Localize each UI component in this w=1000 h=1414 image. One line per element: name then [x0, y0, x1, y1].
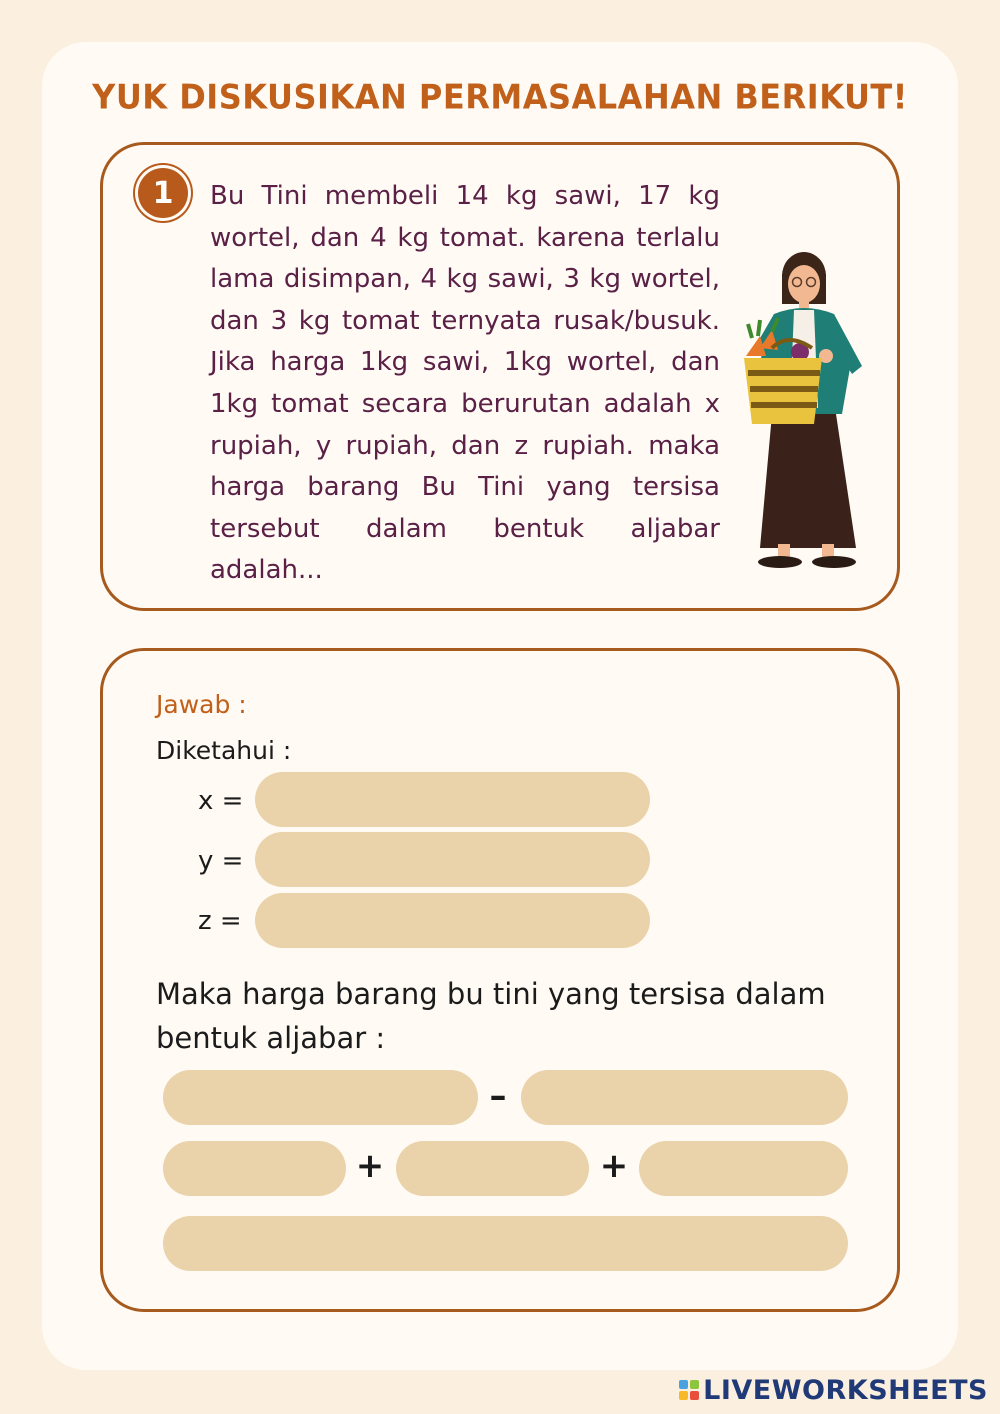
final-answer-input[interactable]	[163, 1216, 848, 1271]
plus-operator-2: +	[599, 1146, 629, 1186]
minus-operator: –	[489, 1076, 507, 1116]
expression-input-z-term[interactable]	[639, 1141, 848, 1196]
plus-operator-1: +	[355, 1146, 385, 1186]
answer-label: Jawab :	[156, 690, 247, 719]
variable-z-input[interactable]	[255, 893, 650, 948]
page-title: YUK DISKUSIKAN PERMASALAHAN BERIKUT!	[92, 77, 908, 117]
variable-z-label: z =	[198, 906, 242, 936]
expression-input-total[interactable]	[163, 1070, 478, 1125]
brand-name: LIVEWORKSHEETS	[703, 1374, 988, 1406]
variable-x-input[interactable]	[255, 772, 650, 827]
liveworksheets-logo-icon	[679, 1380, 699, 1400]
variable-x-label: x =	[198, 786, 244, 816]
brand-footer	[679, 1372, 988, 1408]
expression-input-spoiled[interactable]	[521, 1070, 848, 1125]
variable-y-label: y =	[198, 846, 244, 876]
woman-with-vegetable-basket-icon	[738, 248, 870, 572]
result-prompt: Maka harga barang bu tini yang tersisa dalam bentuk aljabar :	[156, 977, 826, 1055]
expression-input-y-term[interactable]	[396, 1141, 589, 1196]
known-label: Diketahui :	[156, 736, 292, 765]
expression-input-x-term[interactable]	[163, 1141, 346, 1196]
variable-y-input[interactable]	[255, 832, 650, 887]
question-text: Bu Tini membeli 14 kg sawi, 17 kg wortel, dan 4 kg tomat. karena terlalu lama disimpan, 4 kg sawi, 3 kg wortel, dan 3 kg tomat ternyata rusak/busuk. Jika harga 1kg sawi, 1kg wortel, dan 1kg tomat secara berurutan adalah x rupiah, y rupiah, dan z rupiah. maka harga barang Bu Tini yang tersisa tersebut dalam bentuk aljabar adalah...	[210, 181, 720, 586]
question-number-badge: 1	[138, 168, 188, 218]
